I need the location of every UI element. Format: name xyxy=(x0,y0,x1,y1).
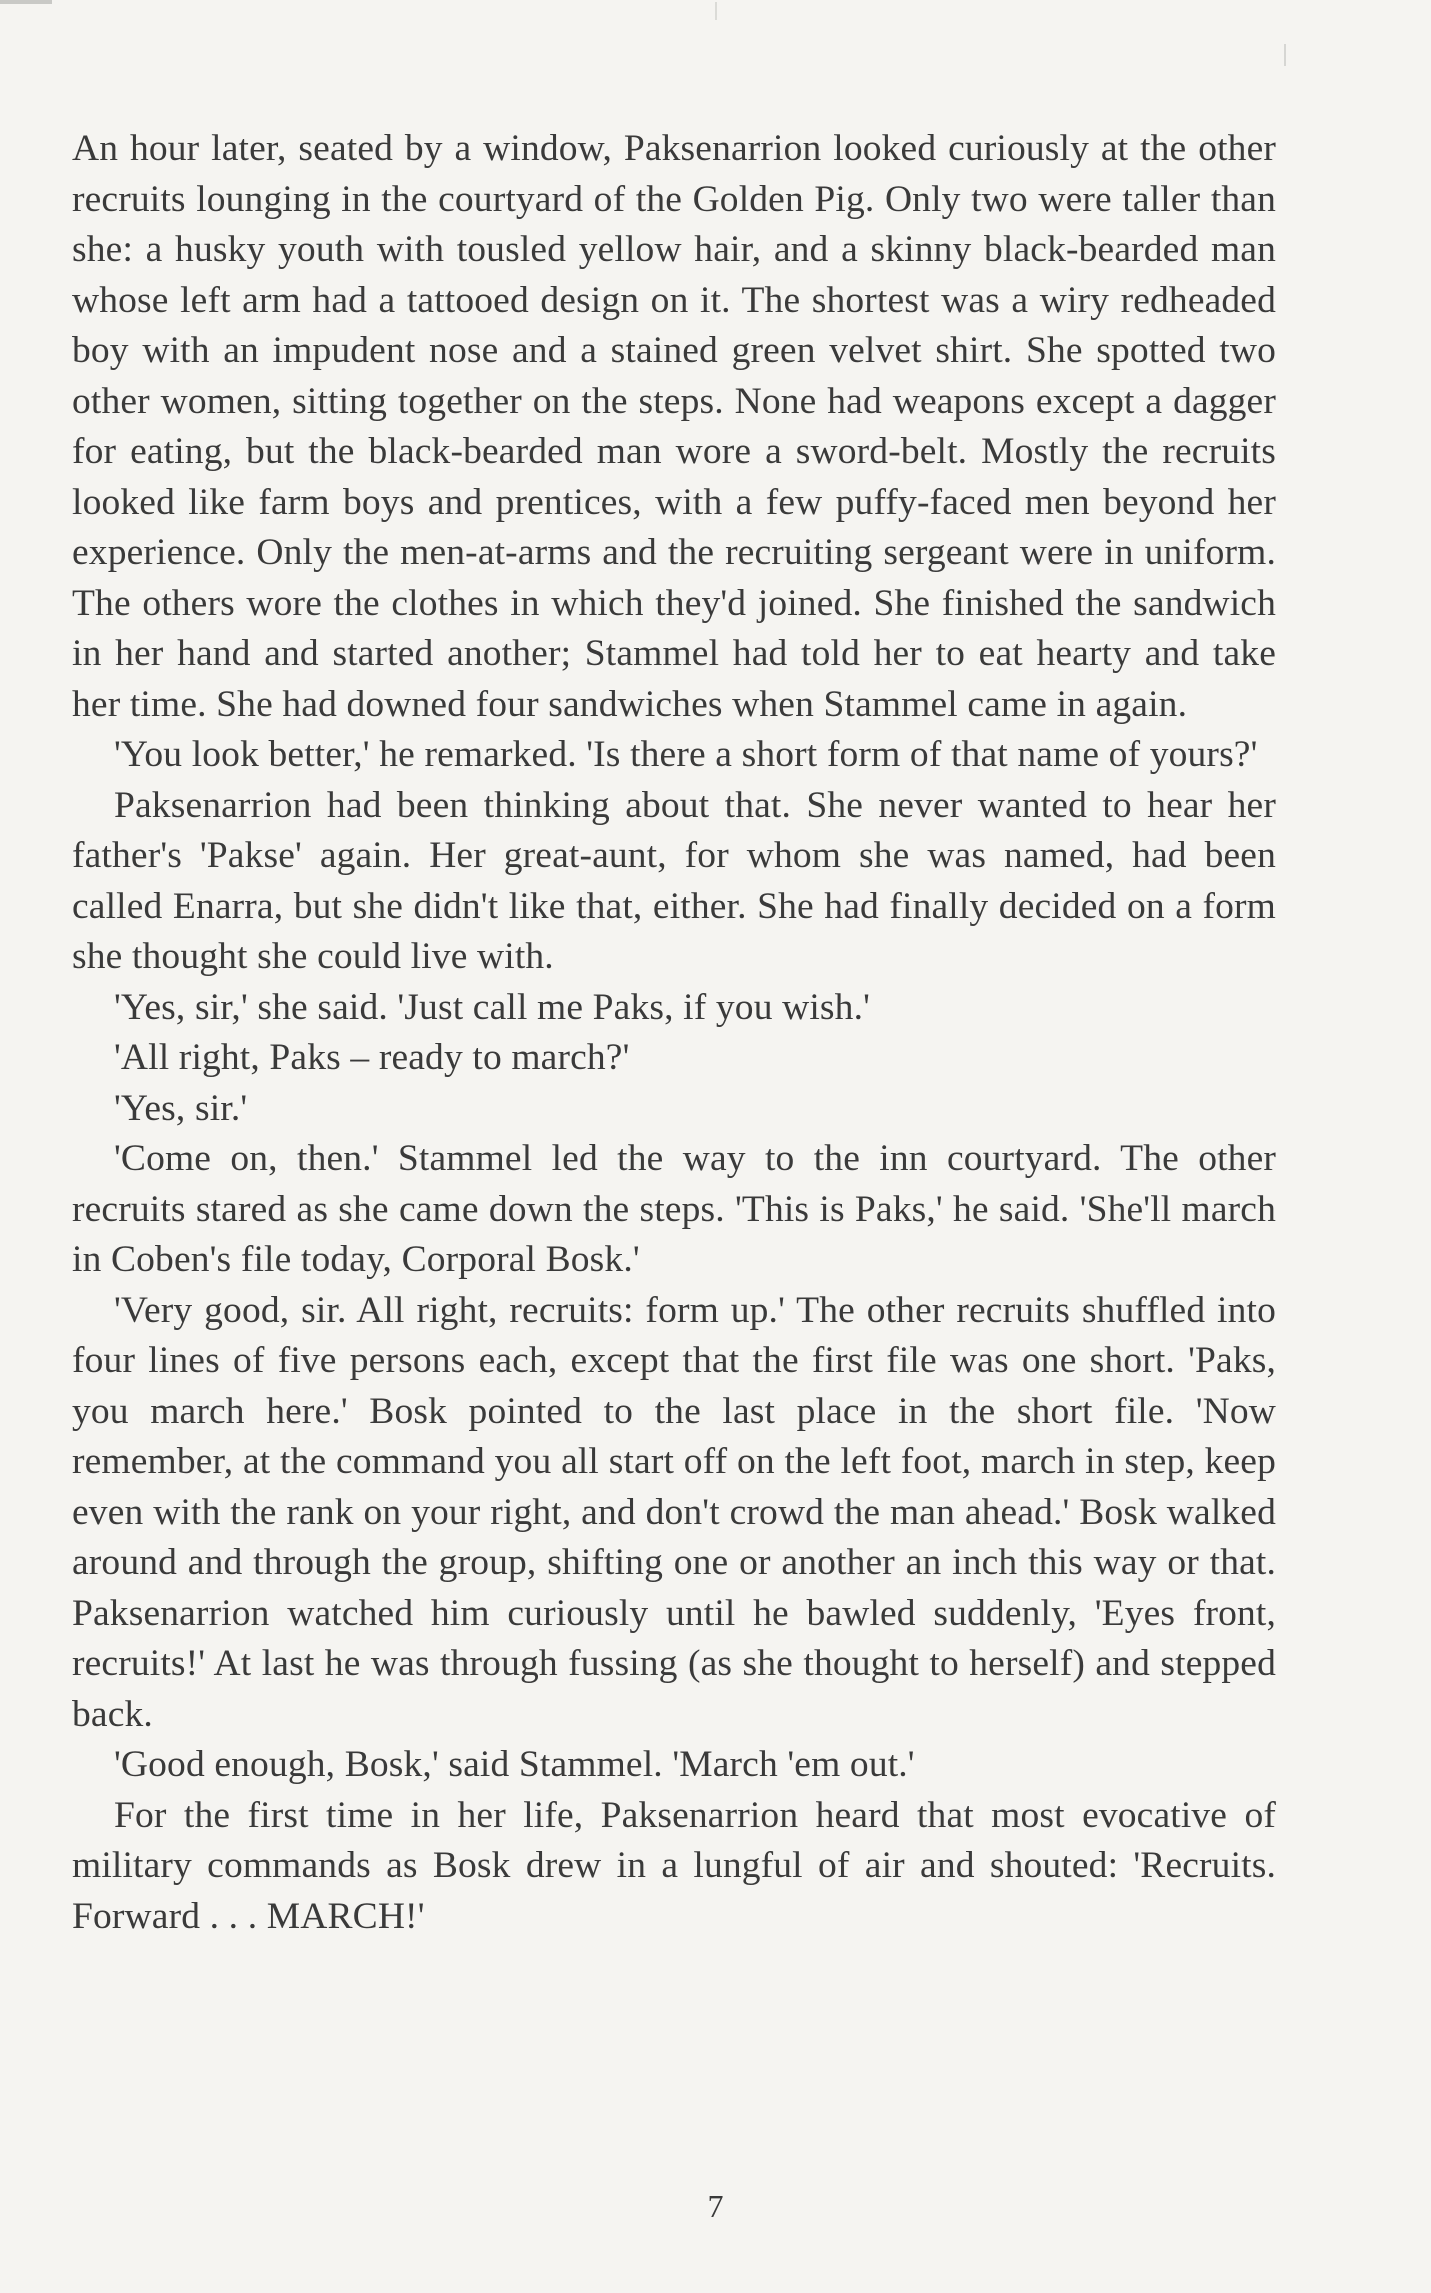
scan-mark-top-left xyxy=(0,0,52,4)
paragraph-9: 'Good enough, Bosk,' said Stammel. 'March 'em out.' xyxy=(114,1744,915,1785)
book-page-body xyxy=(72,124,1276,1942)
paragraph-5: 'All right, Paks – ready to march?' xyxy=(114,1037,630,1078)
scan-mark-top-center xyxy=(715,2,717,20)
paragraph-7: 'Come on, then.' Stammel led the way to the inn courtyard. The other recruits stared as she came down the steps. 'This is Paks,' he said. 'She'll march in Coben's file today, Corporal Bosk.' xyxy=(72,1138,1276,1280)
paragraph-6: 'Yes, sir.' xyxy=(114,1087,248,1129)
page-number: 7 xyxy=(707,2188,724,2224)
scan-mark-top-right xyxy=(1284,44,1286,66)
paragraph-10: For the first time in her life, Paksenarrion heard that most evocative of military commands as Bosk drew in a lungful of air and shouted: 'Recruits. Forward . . . MARCH!' xyxy=(72,1794,1276,1937)
paragraph-2: 'You look better,' he remarked. 'Is there a short form of that name of yours?' xyxy=(114,734,1258,775)
paragraph-8: 'Very good, sir. All right, recruits: form up.' The other recruits shuffled into four lines of five persons each, except that the first file was one short. 'Paks, you march here.' Bosk pointed to the last place in the short file. 'Now remember, at the command you all start off on the left foot, march in step, keep even with the rank on your right, and don't crowd the man ahead.' Bosk walked around and through the group, shifting one or another an inch this way or that. Paksenarrion watched him curiously until he bawled suddenly, 'Eyes front, recruits!' At last he was through fussing (as she thought to herself) and stepped back. xyxy=(72,1289,1276,1735)
paragraph-3: Paksenarrion had been thinking about that. She never wanted to hear her father's 'Pakse' again. Her great-aunt, for whom she was named, had been called Enarra, but she didn't like that, either. She had finally decided on a form she thought she could live with. xyxy=(72,784,1276,977)
paragraph-1: An hour later, seated by a window, Paksenarrion looked curiously at the other recruits lounging in the courtyard of the Golden Pig. Only two were taller than she: a husky youth with tousled yellow hair, and a skinny black-bearded man whose left arm had a tattooed design on it. The shortest was a wiry redheaded boy with an impudent nose and a stained green velvet shirt. She spotted two other women, sitting together on the steps. None had weapons except a dagger for eating, but the black-bearded man wore a sword-belt. Mostly the recruits looked like farm boys and prentices, with a few puffy-faced men beyond her experience. Only the men-at-arms and the recruiting sergeant were in uniform. The others wore the clothes in which they'd joined. She finished the sandwich in her hand and started another; Stammel had told her to eat hearty and take her time. She had downed four sandwiches when Stammel came in again. xyxy=(72,128,1276,725)
paragraph-4: 'Yes, sir,' she said. 'Just call me Paks, if you wish.' xyxy=(114,986,870,1028)
